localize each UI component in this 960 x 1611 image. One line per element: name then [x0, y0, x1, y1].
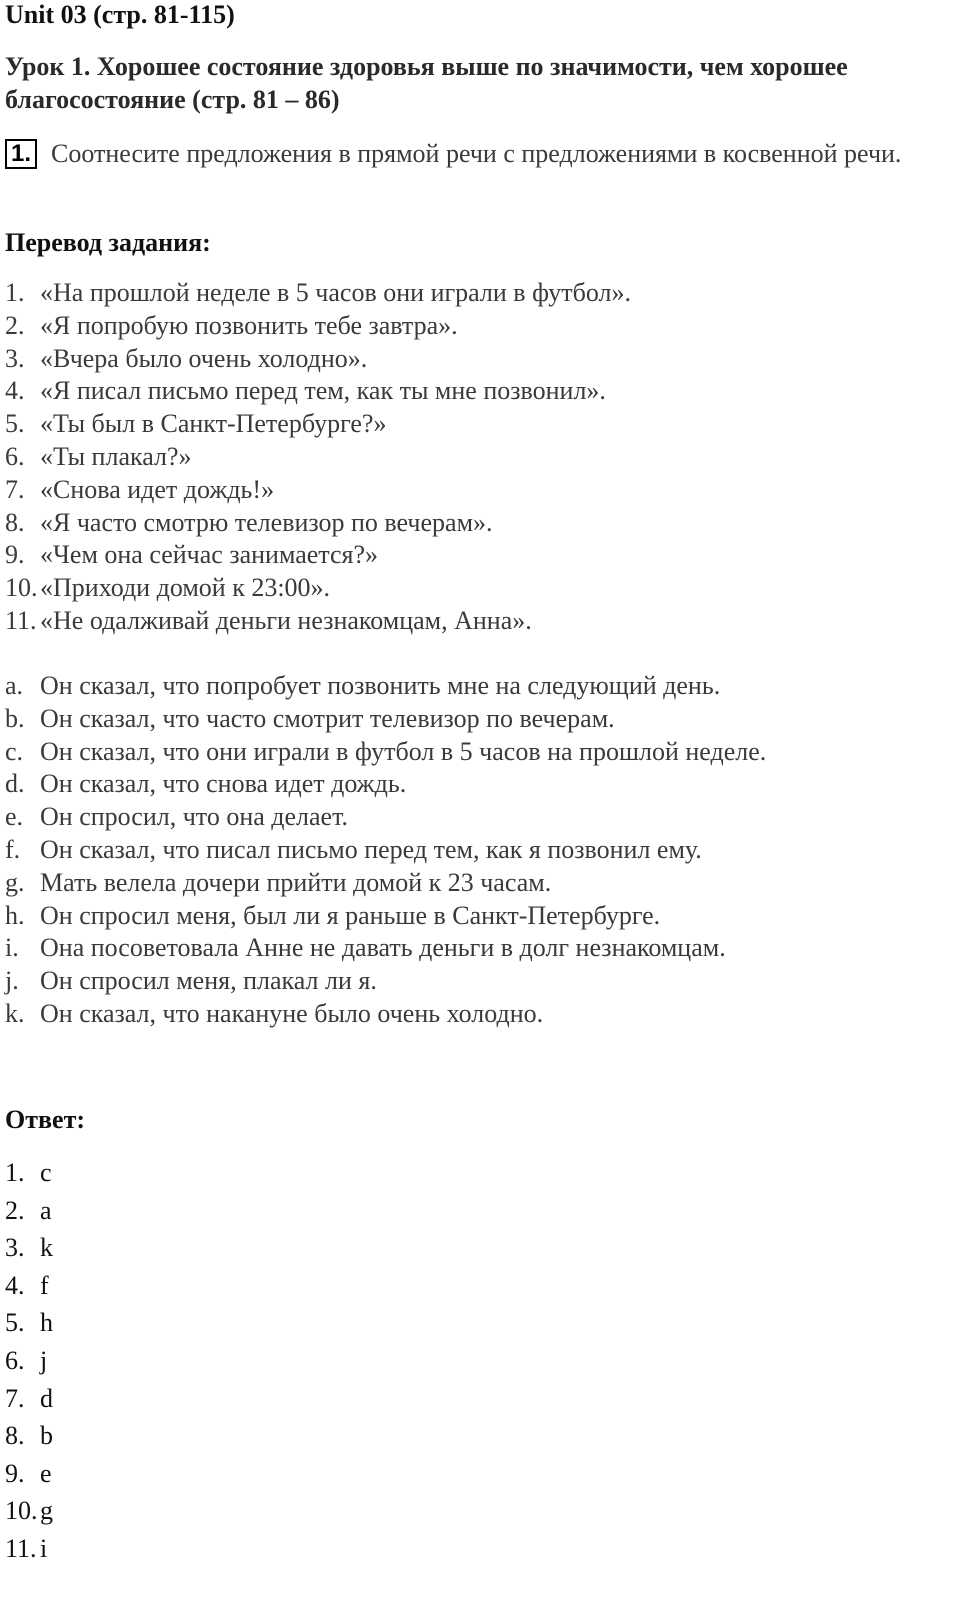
direct-speech-item-marker: 5.	[5, 409, 25, 439]
direct-speech-item-text: «На прошлой неделе в 5 часов они играли в футбол».	[40, 278, 632, 307]
answer-item-marker: 8.	[5, 1421, 25, 1451]
reported-speech-item-marker: g.	[5, 867, 25, 897]
reported-speech-item-text: Он сказал, что часто смотрит телевизор по вечерам.	[40, 703, 615, 733]
answer-item-text: i	[40, 1533, 48, 1563]
reported-speech-item-marker: a.	[5, 671, 24, 700]
direct-speech-item-marker: 4.	[5, 376, 25, 406]
translation-heading: Перевод задания:	[5, 228, 211, 257]
reported-speech-item-text: Он спросил меня, плакал ли я.	[40, 966, 377, 996]
answer-item-text: d	[40, 1383, 53, 1413]
answer-item-marker: 6.	[5, 1345, 25, 1375]
reported-speech-item-text: Он спросил меня, был ли я раньше в Санкт-Петербурге.	[40, 900, 661, 930]
answer-item-marker: 1.	[5, 1158, 25, 1187]
direct-speech-item	[5, 539, 379, 572]
reported-speech-item	[5, 834, 702, 867]
direct-speech-item	[5, 605, 532, 638]
reported-speech-item	[5, 768, 407, 801]
reported-speech-item-text: Мать велела дочери прийти домой к 23 часам.	[40, 867, 552, 897]
reported-speech-item-text: Он сказал, что попробует позвонить мне на следующий день.	[40, 671, 721, 700]
answer-item-text: c	[40, 1158, 52, 1187]
reported-speech-item	[5, 998, 544, 1031]
answer-item-text: g	[40, 1496, 53, 1526]
reported-speech-item-marker: b.	[5, 703, 25, 733]
answer-item-text: f	[40, 1270, 49, 1300]
direct-speech-item-text: «Не одалживай деньги незнакомцам, Анна».	[40, 605, 532, 635]
direct-speech-item-text: «Приходи домой к 23:00».	[40, 573, 331, 603]
direct-speech-item-marker: 7.	[5, 474, 25, 504]
direct-speech-item	[5, 310, 458, 343]
direct-speech-item	[5, 343, 368, 376]
reported-speech-item	[5, 703, 615, 736]
answer-item-marker: 3.	[5, 1233, 25, 1263]
direct-speech-item-text: «Я писал письмо перед тем, как ты мне позвонил».	[40, 376, 606, 406]
direct-speech-item-text: «Вчера было очень холодно».	[40, 343, 368, 373]
direct-speech-item-marker: 1.	[5, 278, 25, 307]
reported-speech-item-text: Он сказал, что писал письмо перед тем, как я позвонил ему.	[40, 834, 702, 864]
answer-item	[5, 1530, 48, 1568]
task-number-badge: 1.	[5, 139, 37, 169]
reported-speech-item-marker: d.	[5, 769, 25, 799]
direct-speech-item-marker: 6.	[5, 441, 25, 471]
answer-heading: Ответ:	[5, 1105, 86, 1134]
direct-speech-item-text: «Ты плакал?»	[40, 441, 192, 471]
reported-speech-item	[5, 801, 349, 834]
task-text: Соотнесите предложения в прямой речи с предложениями в косвенной речи.	[51, 139, 902, 168]
reported-speech-item	[5, 736, 767, 769]
reported-speech-item-text: Он сказал, что они играли в футбол в 5 часов на прошлой неделе.	[40, 736, 767, 766]
reported-speech-item-text: Она посоветовала Анне не давать деньги в долг незнакомцам.	[40, 933, 726, 963]
direct-speech-item-marker: 11.	[5, 605, 37, 635]
direct-speech-list	[5, 277, 632, 638]
direct-speech-item-text: «Я часто смотрю телевизор по вечерам».	[40, 507, 493, 537]
answer-item-marker: 2.	[5, 1195, 25, 1225]
reported-speech-item-marker: f.	[5, 834, 21, 864]
direct-speech-item-text: «Снова идет дождь!»	[40, 474, 275, 504]
answer-item-marker: 11.	[5, 1533, 37, 1563]
answer-item	[5, 1267, 49, 1305]
answer-item-text: b	[40, 1421, 53, 1451]
reported-speech-item-marker: e.	[5, 802, 24, 832]
reported-speech-item-marker: i.	[5, 933, 19, 963]
direct-speech-item-text: «Я попробую позвонить тебе завтра».	[40, 310, 458, 340]
reported-speech-item-marker: h.	[5, 900, 25, 930]
direct-speech-item	[5, 507, 493, 540]
reported-speech-item	[5, 965, 377, 998]
answer-item-text: j	[40, 1345, 48, 1375]
reported-speech-item-marker: j.	[5, 966, 19, 996]
direct-speech-item	[5, 277, 632, 310]
answer-item-marker: 4.	[5, 1270, 25, 1300]
answer-item	[5, 1342, 48, 1380]
direct-speech-item	[5, 408, 387, 441]
reported-speech-item	[5, 900, 661, 933]
answer-item-marker: 10.	[5, 1496, 38, 1526]
reported-speech-item-text: Он сказал, что накануне было очень холодно.	[40, 998, 544, 1028]
direct-speech-item-marker: 3.	[5, 343, 25, 373]
direct-speech-item	[5, 474, 275, 507]
direct-speech-item-marker: 10.	[5, 573, 38, 603]
answer-item-text: a	[40, 1195, 52, 1225]
answer-item-marker: 9.	[5, 1458, 25, 1488]
answer-item	[5, 1229, 53, 1267]
answer-item	[5, 1380, 53, 1418]
reported-speech-item	[5, 932, 726, 965]
direct-speech-item-marker: 2.	[5, 310, 25, 340]
reported-speech-list	[5, 670, 767, 1031]
reported-speech-item-marker: c.	[5, 736, 24, 766]
direct-speech-item	[5, 441, 192, 474]
answer-list	[5, 1154, 53, 1568]
direct-speech-item-text: «Чем она сейчас занимается?»	[40, 540, 379, 570]
reported-speech-item	[5, 867, 552, 900]
reported-speech-item	[5, 670, 721, 703]
answer-item-marker: 5.	[5, 1308, 25, 1338]
task-instruction	[5, 137, 945, 170]
answer-item	[5, 1154, 52, 1192]
reported-speech-item-marker: k.	[5, 998, 25, 1028]
lesson-title: Урок 1. Хорошее состояние здоровья выше по значимости, чем хорошее благосостояние (стр. 81 – 86)	[5, 52, 848, 114]
answer-item-text: k	[40, 1233, 53, 1263]
direct-speech-item-marker: 9.	[5, 540, 25, 570]
answer-item	[5, 1192, 52, 1230]
answer-item-marker: 7.	[5, 1383, 25, 1413]
answer-item	[5, 1455, 52, 1493]
answer-item	[5, 1492, 53, 1530]
reported-speech-item-text: Он спросил, что она делает.	[40, 802, 349, 832]
unit-title: Unit 03 (стр. 81-115)	[5, 0, 235, 29]
answer-item	[5, 1417, 53, 1455]
direct-speech-item-marker: 8.	[5, 507, 25, 537]
answer-item-text: e	[40, 1458, 52, 1488]
answer-item-text: h	[40, 1308, 53, 1338]
direct-speech-item	[5, 572, 331, 605]
direct-speech-item	[5, 375, 606, 408]
answer-item	[5, 1304, 53, 1342]
reported-speech-item-text: Он сказал, что снова идет дождь.	[40, 769, 407, 799]
direct-speech-item-text: «Ты был в Санкт-Петербурге?»	[40, 409, 387, 439]
